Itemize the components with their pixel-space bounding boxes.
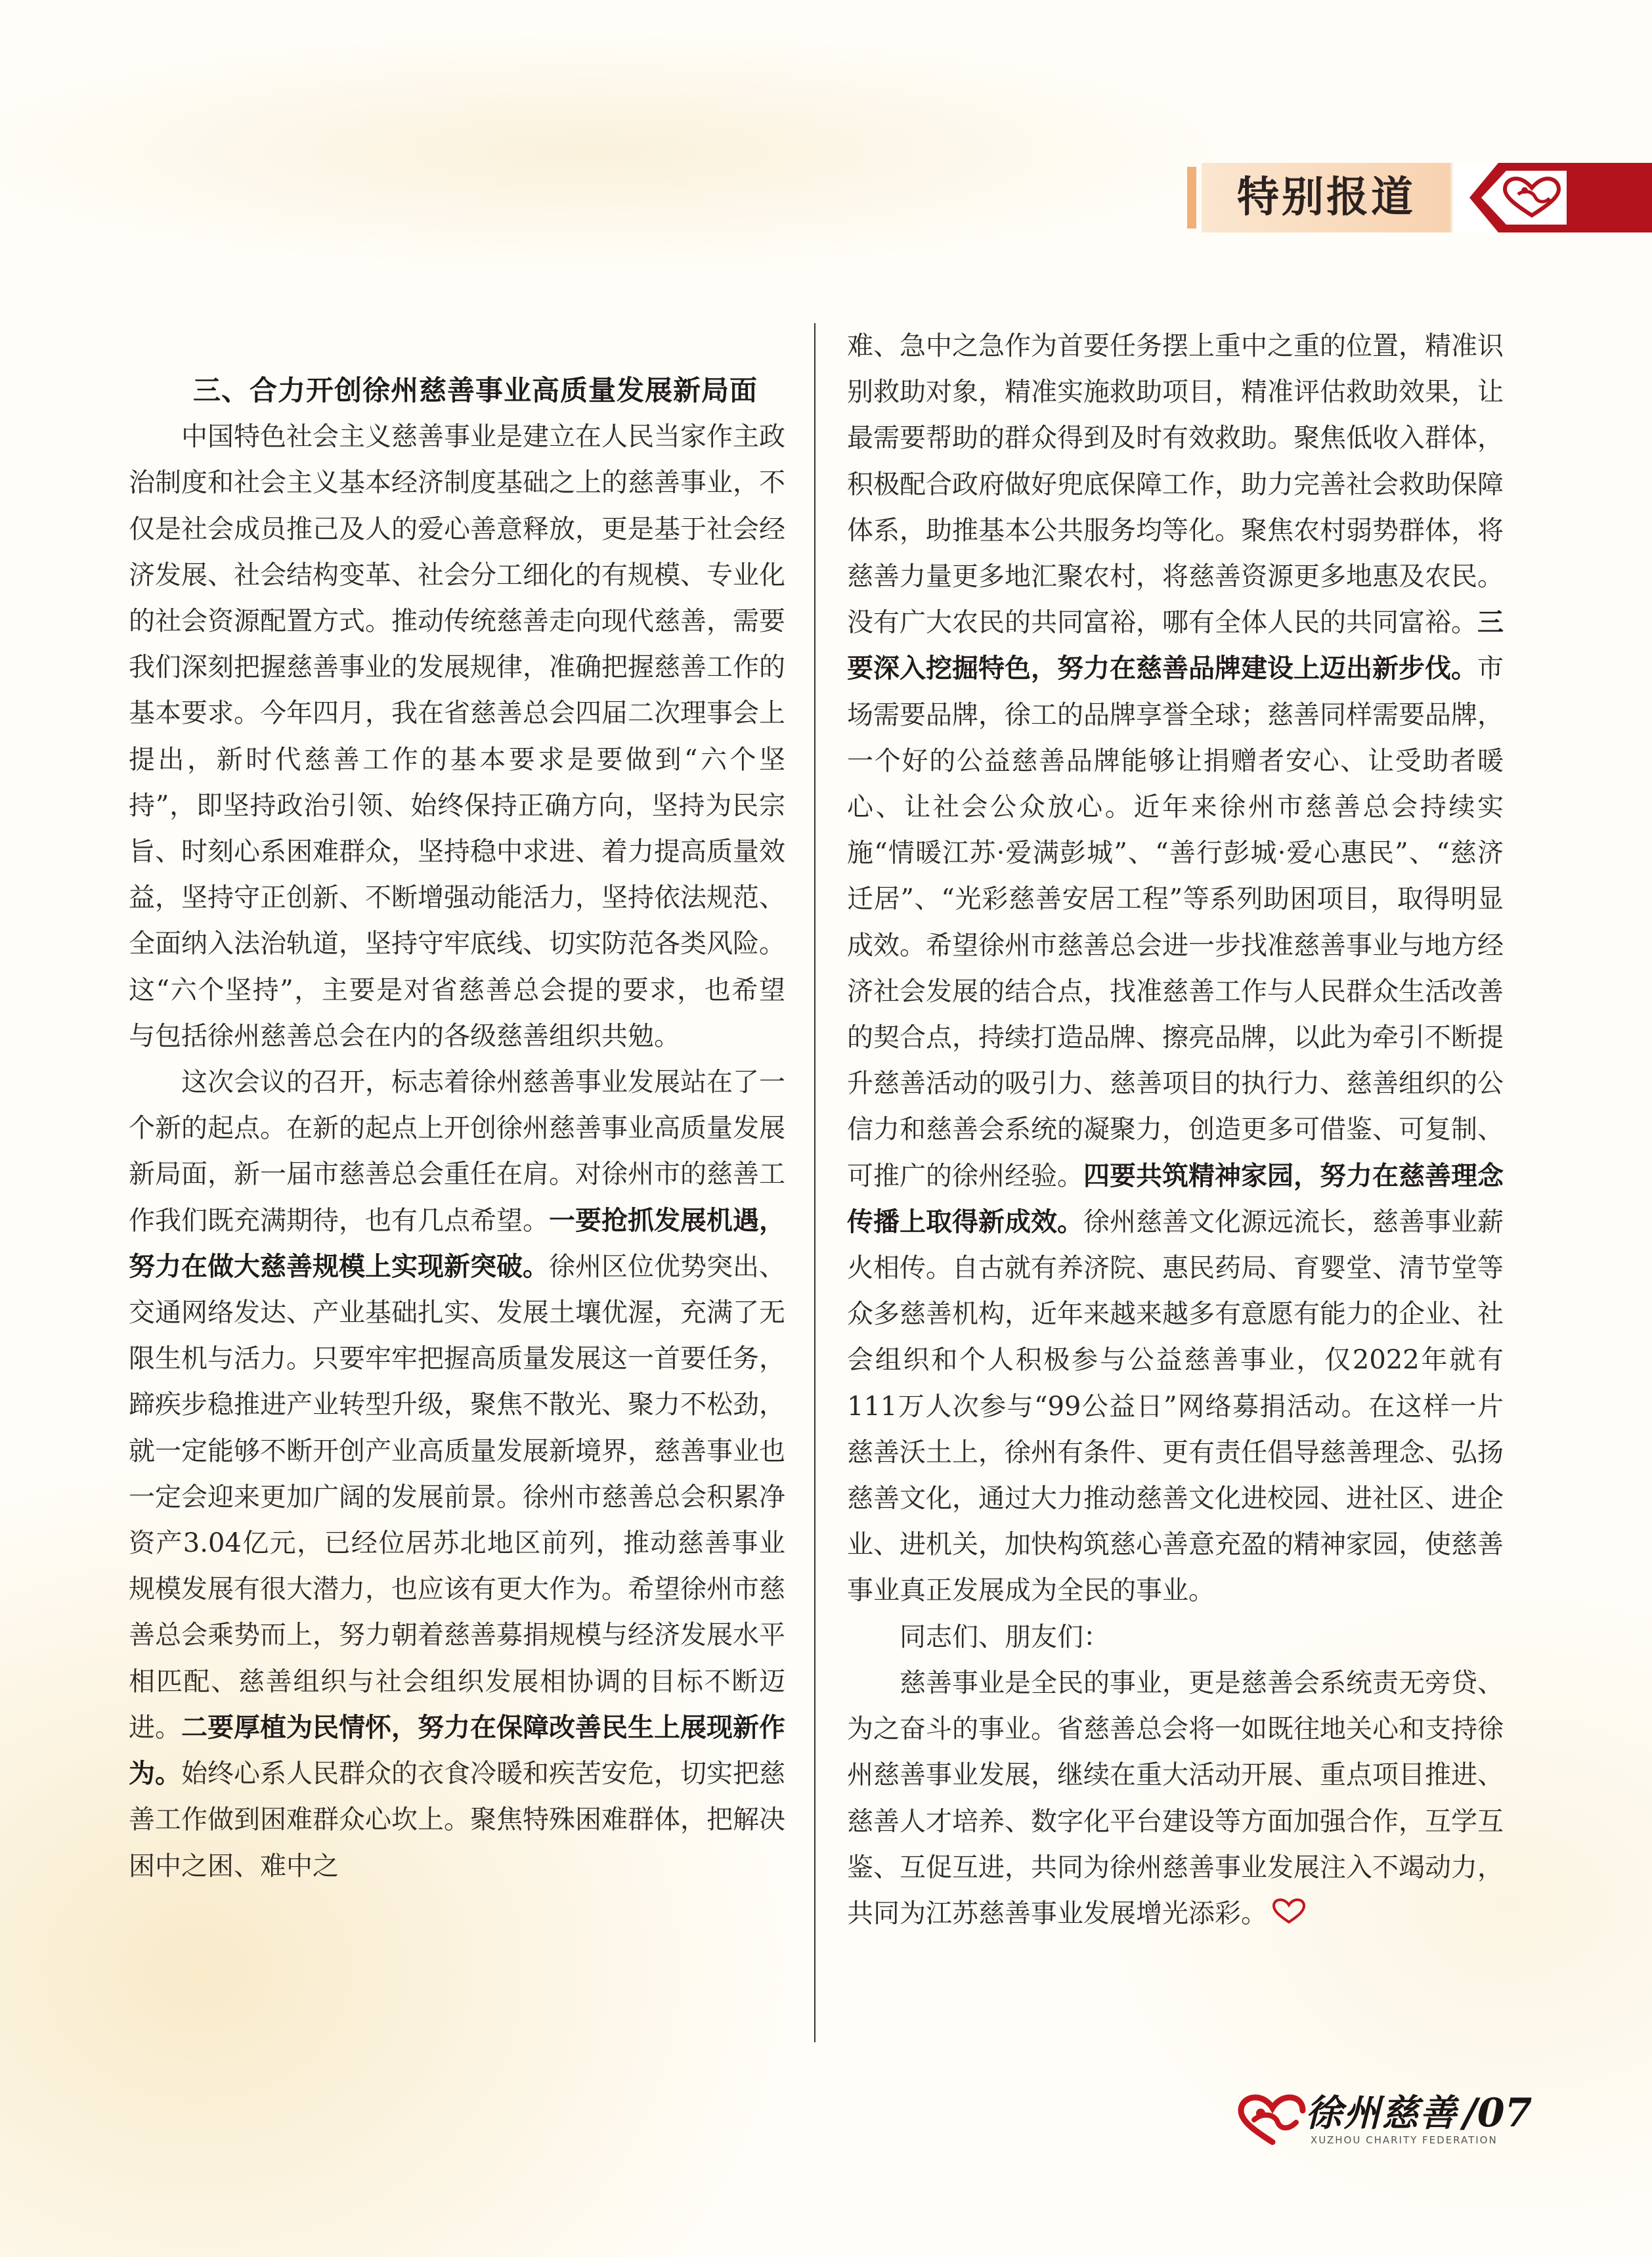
column-divider xyxy=(814,323,815,2042)
paragraph-text: 徐州慈善文化源远流长，慈善事业薪火相传。自古就有养济院、惠民药局、育婴堂、清节堂等众多慈善机构，近年来越来越多有意愿有能力的企业、社会组织和个人积极参与公益慈善事业，仅2022年就有111万人次参与“99公益日”网络募捐活动。在这样一片慈善沃土上，徐州有条件、更有责任倡导慈善理念、弘扬慈善文化，通过大力推动慈善文化进校园、进社区、进企业、进机关，加快构筑慈心善意充盈的精神家园，使慈善事业真正发展成为全民的事业。 xyxy=(847,1206,1504,1606)
body-paragraph: 中国特色社会主义慈善事业是建立在人民当家作主政治制度和社会主义基本经济制度基础之上的慈善事业，不仅是社会成员推己及人的爱心善意释放，更是基于社会经济发展、社会结构变革、社会分工细化的有规模、专业化的社会资源配置方式。推动传统慈善走向现代慈善，需要我们深刻把握慈善事业的发展规律，准确把握慈善工作的基本要求。今年四月，我在省慈善总会四届二次理事会上提出，新时代慈善工作的基本要求是要做到“六个坚持”，即坚持政治引领、始终保持正确方向，坚持为民宗旨、时刻心系困难群众，坚持稳中求进、着力提高质量效益，坚持守正创新、不断增强动能活力，坚持依法规范、全面纳入法治轨道，坚持守牢底线、切实防范各类风险。这“六个坚持”，主要是对省慈善总会提的要求，也希望与包括徐州慈善总会在内的各级慈善组织共勉。 xyxy=(129,422,785,1051)
body-paragraph xyxy=(847,323,1504,1614)
emphasis-text: 三要深入挖掘特色，努力在慈善品牌建设上迈出新步伐。 xyxy=(847,607,1504,684)
paragraph-text: 难、急中之急作为首要任务摆上重中之重的位置，精准识别救助对象，精准实施救助项目，精准评估救助效果，让最需要帮助的群众得到及时有效救助。聚焦低收入群体，积极配合政府做好兜底保障工作，助力完善社会救助保障体系，助推基本公共服务均等化。聚焦农村弱势群体，将慈善力量更多地汇聚农村，将慈善资源更多地惠及农民。没有广大农民的共同富裕，哪有全体人民的共同富裕。 xyxy=(847,331,1504,638)
page-footer xyxy=(1234,2088,1550,2160)
charity-logo-icon xyxy=(1234,2093,1307,2147)
right-column xyxy=(847,323,1504,1937)
section-heading: 三、合力开创徐州慈善事业高质量发展新局面 xyxy=(193,374,758,406)
left-column xyxy=(129,368,785,1889)
paragraph-text: 始终心系人民群众的衣食冷暖和疾苦安危，切实把慈善工作做到困难群众心坎上。聚焦特殊困难群体，把解决困中之困、难中之 xyxy=(129,1759,785,1881)
section-label: 特别报道 xyxy=(1237,173,1416,222)
paragraph-text: 市场需要品牌，徐工的品牌享誉全球；慈善同样需要品牌，一个好的公益慈善品牌能够让捐赠者安心、让受助者暖心、让社会公众放心。近年来徐州市慈善总会持续实施“情暖江苏·爱满彭城”、“善行彭城·爱心惠民”、“慈济迁居”、“光彩慈善安居工程”等系列助困项目，取得明显成效。希望徐州市慈善总会进一步找准慈善事业与地方经济社会发展的结合点，找准慈善工作与人民群众生活改善的契合点，持续打造品牌、擦亮品牌，以此为牵引不断提升慈善活动的吸引力、慈善项目的执行力、慈善组织的公信力和慈善会系统的凝聚力，创造更多可借鉴、可复制、可推广的徐州经验。 xyxy=(847,653,1504,1191)
paragraph-text: 这次会议的召开，标志着徐州慈善事业发展站在了一个新的起点。在新的起点上开创徐州慈善事业高质量发展新局面，新一届市慈善总会重任在肩。对徐州市的慈善工作我们既充满期待，也有几点希望。 xyxy=(129,1067,785,1236)
magazine-subtitle: XUZHOU CHARITY FEDERATION xyxy=(1311,2134,1498,2146)
charity-heart-logo-icon xyxy=(1496,175,1568,221)
magazine-name: 徐州慈善 xyxy=(1305,2092,1458,2135)
section-header-tab xyxy=(1187,163,1652,232)
emphasis-text: 四要共筑精神家园，努力在慈善理念传播上取得新成效。 xyxy=(847,1160,1504,1237)
body-paragraph xyxy=(847,1660,1504,1937)
body-paragraph xyxy=(129,1059,785,1889)
emphasis-text: 二要厚植为民情怀，努力在保障改善民生上展现新作为。 xyxy=(129,1712,785,1789)
page-number: /07 xyxy=(1463,2090,1532,2136)
paragraph-text: 慈善事业是全民的事业，更是慈善会系统责无旁贷、为之奋斗的事业。省慈善总会将一如既往地关心和支持徐州慈善事业发展，继续在重大活动开展、重点项目推进、慈善人才培养、数字化平台建设等方面加强合作，互学互鉴、互促互进，共同为徐州慈善事业发展注入不竭动力，共同为江苏慈善事业发展增光添彩。 xyxy=(847,1667,1504,1929)
emphasis-text: 一要抢抓发展机遇，努力在做大慈善规模上实现新突破。 xyxy=(129,1205,785,1282)
end-heart-icon xyxy=(1271,1898,1307,1925)
paragraph-text: 徐州区位优势突出、交通网络发达、产业基础扎实、发展土壤优渥，充满了无限生机与活力。只要牢牢把握高质量发展这一首要任务，蹄疾步稳推进产业转型升级，聚焦不散光、聚力不松劲，就一定能够不断开创产业高质量发展新境界，慈善事业也一定会迎来更加广阔的发展前景。徐州市慈善总会积累净资产3.04亿元，已经位居苏北地区前列，推动慈善事业规模发展有很大潜力，也应该有更大作为。希望徐州市慈善总会乘势而上，努力朝着慈善募捐规模与经济发展水平相匹配、慈善组织与社会组织发展相协调的目标不断迈进。 xyxy=(129,1251,785,1743)
header-accent-bar xyxy=(1187,167,1196,229)
salutation: 同志们、朋友们： xyxy=(900,1621,1110,1652)
